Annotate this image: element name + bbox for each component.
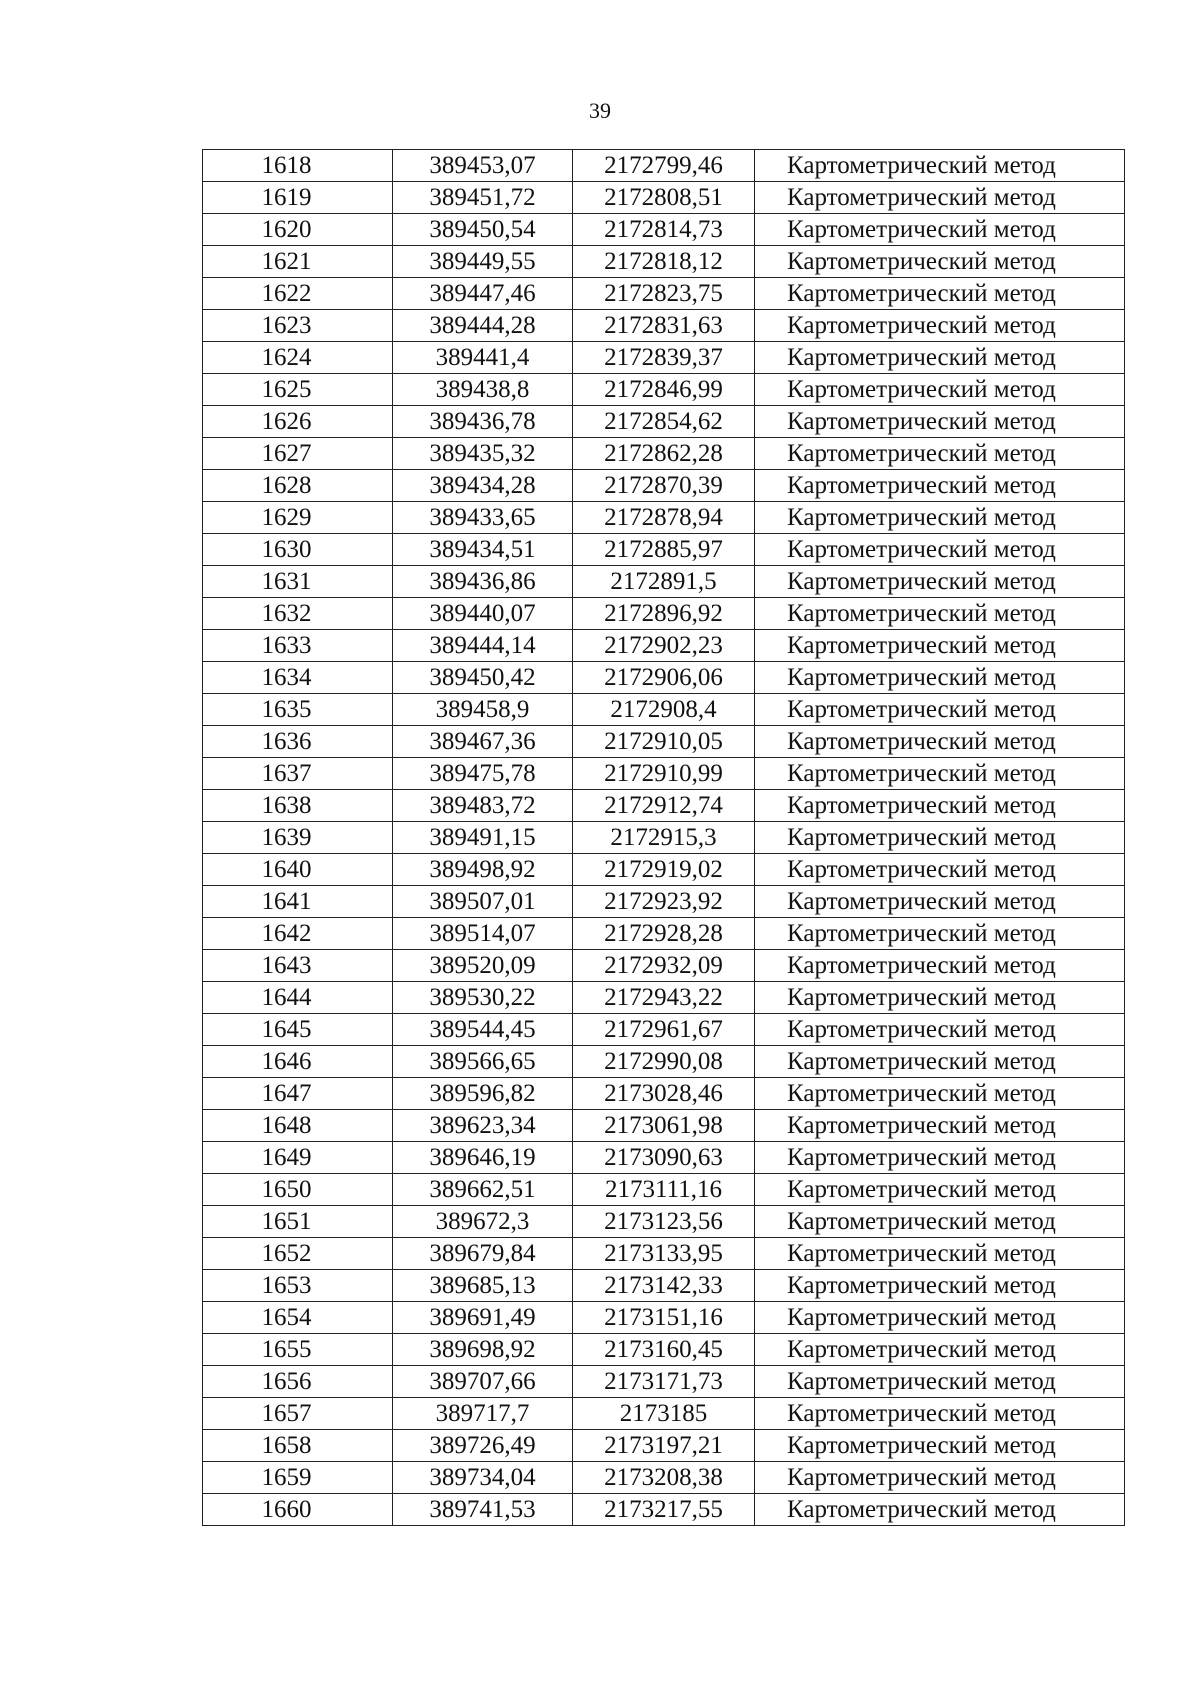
y-coordinate-cell: 2172814,73 xyxy=(573,214,755,246)
x-coordinate-cell: 389475,78 xyxy=(393,758,573,790)
x-coordinate-cell: 389498,92 xyxy=(393,854,573,886)
y-coordinate-cell: 2173061,98 xyxy=(573,1110,755,1142)
y-coordinate-cell: 2172943,22 xyxy=(573,982,755,1014)
table-row xyxy=(203,342,1125,374)
method-cell: Картометрический метод xyxy=(755,694,1125,726)
table-row xyxy=(203,470,1125,502)
point-number-cell: 1638 xyxy=(203,790,393,822)
table-row xyxy=(203,1206,1125,1238)
table-row xyxy=(203,1302,1125,1334)
method-cell: Картометрический метод xyxy=(755,310,1125,342)
table-row xyxy=(203,1078,1125,1110)
y-coordinate-cell: 2172808,51 xyxy=(573,182,755,214)
x-coordinate-cell: 389438,8 xyxy=(393,374,573,406)
y-coordinate-cell: 2172923,92 xyxy=(573,886,755,918)
x-coordinate-cell: 389691,49 xyxy=(393,1302,573,1334)
method-cell: Картометрический метод xyxy=(755,1302,1125,1334)
y-coordinate-cell: 2172831,63 xyxy=(573,310,755,342)
x-coordinate-cell: 389514,07 xyxy=(393,918,573,950)
point-number-cell: 1623 xyxy=(203,310,393,342)
point-number-cell: 1651 xyxy=(203,1206,393,1238)
x-coordinate-cell: 389717,7 xyxy=(393,1398,573,1430)
y-coordinate-cell: 2173111,16 xyxy=(573,1174,755,1206)
x-coordinate-cell: 389453,07 xyxy=(393,150,573,182)
method-cell: Картометрический метод xyxy=(755,982,1125,1014)
point-number-cell: 1658 xyxy=(203,1430,393,1462)
point-number-cell: 1633 xyxy=(203,630,393,662)
point-number-cell: 1644 xyxy=(203,982,393,1014)
point-number-cell: 1632 xyxy=(203,598,393,630)
method-cell: Картометрический метод xyxy=(755,1174,1125,1206)
table-row xyxy=(203,1462,1125,1494)
table-row xyxy=(203,726,1125,758)
table-row xyxy=(203,982,1125,1014)
point-number-cell: 1624 xyxy=(203,342,393,374)
method-cell: Картометрический метод xyxy=(755,1014,1125,1046)
x-coordinate-cell: 389596,82 xyxy=(393,1078,573,1110)
x-coordinate-cell: 389458,9 xyxy=(393,694,573,726)
x-coordinate-cell: 389436,78 xyxy=(393,406,573,438)
method-cell: Картометрический метод xyxy=(755,1494,1125,1526)
method-cell: Картометрический метод xyxy=(755,1334,1125,1366)
y-coordinate-cell: 2172961,67 xyxy=(573,1014,755,1046)
point-number-cell: 1655 xyxy=(203,1334,393,1366)
method-cell: Картометрический метод xyxy=(755,470,1125,502)
point-number-cell: 1622 xyxy=(203,278,393,310)
method-cell: Картометрический метод xyxy=(755,438,1125,470)
x-coordinate-cell: 389734,04 xyxy=(393,1462,573,1494)
method-cell: Картометрический метод xyxy=(755,854,1125,886)
method-cell: Картометрический метод xyxy=(755,534,1125,566)
method-cell: Картометрический метод xyxy=(755,406,1125,438)
table-row xyxy=(203,1430,1125,1462)
table-row xyxy=(203,1110,1125,1142)
table-row xyxy=(203,662,1125,694)
y-coordinate-cell: 2172990,08 xyxy=(573,1046,755,1078)
table-row xyxy=(203,630,1125,662)
point-number-cell: 1650 xyxy=(203,1174,393,1206)
y-coordinate-cell: 2172823,75 xyxy=(573,278,755,310)
method-cell: Картометрический метод xyxy=(755,182,1125,214)
point-number-cell: 1656 xyxy=(203,1366,393,1398)
x-coordinate-cell: 389467,36 xyxy=(393,726,573,758)
point-number-cell: 1641 xyxy=(203,886,393,918)
x-coordinate-cell: 389566,65 xyxy=(393,1046,573,1078)
method-cell: Картометрический метод xyxy=(755,1078,1125,1110)
method-cell: Картометрический метод xyxy=(755,822,1125,854)
x-coordinate-cell: 389444,14 xyxy=(393,630,573,662)
y-coordinate-cell: 2172891,5 xyxy=(573,566,755,598)
point-number-cell: 1649 xyxy=(203,1142,393,1174)
y-coordinate-cell: 2173028,46 xyxy=(573,1078,755,1110)
x-coordinate-cell: 389698,92 xyxy=(393,1334,573,1366)
table-row xyxy=(203,790,1125,822)
table-row xyxy=(203,502,1125,534)
x-coordinate-cell: 389741,53 xyxy=(393,1494,573,1526)
point-number-cell: 1648 xyxy=(203,1110,393,1142)
point-number-cell: 1645 xyxy=(203,1014,393,1046)
point-number-cell: 1636 xyxy=(203,726,393,758)
y-coordinate-cell: 2173217,55 xyxy=(573,1494,755,1526)
method-cell: Картометрический метод xyxy=(755,374,1125,406)
x-coordinate-cell: 389544,45 xyxy=(393,1014,573,1046)
table-row xyxy=(203,182,1125,214)
x-coordinate-cell: 389450,42 xyxy=(393,662,573,694)
y-coordinate-cell: 2172862,28 xyxy=(573,438,755,470)
method-cell: Картометрический метод xyxy=(755,278,1125,310)
point-number-cell: 1654 xyxy=(203,1302,393,1334)
y-coordinate-cell: 2172910,99 xyxy=(573,758,755,790)
y-coordinate-cell: 2172896,92 xyxy=(573,598,755,630)
method-cell: Картометрический метод xyxy=(755,1398,1125,1430)
y-coordinate-cell: 2173090,63 xyxy=(573,1142,755,1174)
x-coordinate-cell: 389433,65 xyxy=(393,502,573,534)
x-coordinate-cell: 389444,28 xyxy=(393,310,573,342)
method-cell: Картометрический метод xyxy=(755,1270,1125,1302)
x-coordinate-cell: 389450,54 xyxy=(393,214,573,246)
y-coordinate-cell: 2172902,23 xyxy=(573,630,755,662)
table-row xyxy=(203,310,1125,342)
point-number-cell: 1631 xyxy=(203,566,393,598)
table-row xyxy=(203,1270,1125,1302)
table-row xyxy=(203,1142,1125,1174)
table-row xyxy=(203,758,1125,790)
table-row xyxy=(203,374,1125,406)
point-number-cell: 1630 xyxy=(203,534,393,566)
point-number-cell: 1653 xyxy=(203,1270,393,1302)
y-coordinate-cell: 2172878,94 xyxy=(573,502,755,534)
point-number-cell: 1626 xyxy=(203,406,393,438)
method-cell: Картометрический метод xyxy=(755,630,1125,662)
x-coordinate-cell: 389434,28 xyxy=(393,470,573,502)
table-row xyxy=(203,214,1125,246)
x-coordinate-cell: 389436,86 xyxy=(393,566,573,598)
point-number-cell: 1640 xyxy=(203,854,393,886)
x-coordinate-cell: 389672,3 xyxy=(393,1206,573,1238)
point-number-cell: 1628 xyxy=(203,470,393,502)
point-number-cell: 1643 xyxy=(203,950,393,982)
x-coordinate-cell: 389441,4 xyxy=(393,342,573,374)
table-row xyxy=(203,566,1125,598)
table-row xyxy=(203,1174,1125,1206)
table-row xyxy=(203,950,1125,982)
point-number-cell: 1625 xyxy=(203,374,393,406)
page-number: 39 xyxy=(589,98,611,123)
table-row xyxy=(203,1494,1125,1526)
point-number-cell: 1621 xyxy=(203,246,393,278)
y-coordinate-cell: 2172818,12 xyxy=(573,246,755,278)
table-body xyxy=(203,150,1125,1526)
method-cell: Картометрический метод xyxy=(755,502,1125,534)
y-coordinate-cell: 2172854,62 xyxy=(573,406,755,438)
method-cell: Картометрический метод xyxy=(755,1366,1125,1398)
point-number-cell: 1660 xyxy=(203,1494,393,1526)
y-coordinate-cell: 2172919,02 xyxy=(573,854,755,886)
y-coordinate-cell: 2172885,97 xyxy=(573,534,755,566)
method-cell: Картометрический метод xyxy=(755,598,1125,630)
y-coordinate-cell: 2172928,28 xyxy=(573,918,755,950)
y-coordinate-cell: 2173151,16 xyxy=(573,1302,755,1334)
method-cell: Картометрический метод xyxy=(755,918,1125,950)
table-row xyxy=(203,1398,1125,1430)
table-row xyxy=(203,886,1125,918)
y-coordinate-cell: 2172915,3 xyxy=(573,822,755,854)
table-row xyxy=(203,406,1125,438)
y-coordinate-cell: 2173185 xyxy=(573,1398,755,1430)
point-number-cell: 1642 xyxy=(203,918,393,950)
x-coordinate-cell: 389623,34 xyxy=(393,1110,573,1142)
x-coordinate-cell: 389646,19 xyxy=(393,1142,573,1174)
y-coordinate-cell: 2172839,37 xyxy=(573,342,755,374)
point-number-cell: 1652 xyxy=(203,1238,393,1270)
point-number-cell: 1657 xyxy=(203,1398,393,1430)
method-cell: Картометрический метод xyxy=(755,790,1125,822)
y-coordinate-cell: 2173160,45 xyxy=(573,1334,755,1366)
method-cell: Картометрический метод xyxy=(755,1110,1125,1142)
table-row xyxy=(203,1334,1125,1366)
method-cell: Картометрический метод xyxy=(755,246,1125,278)
y-coordinate-cell: 2172912,74 xyxy=(573,790,755,822)
y-coordinate-cell: 2172906,06 xyxy=(573,662,755,694)
x-coordinate-cell: 389707,66 xyxy=(393,1366,573,1398)
table-row xyxy=(203,598,1125,630)
y-coordinate-cell: 2173142,33 xyxy=(573,1270,755,1302)
y-coordinate-cell: 2172932,09 xyxy=(573,950,755,982)
x-coordinate-cell: 389451,72 xyxy=(393,182,573,214)
point-number-cell: 1634 xyxy=(203,662,393,694)
method-cell: Картометрический метод xyxy=(755,1206,1125,1238)
coordinates-table xyxy=(202,149,1125,1526)
x-coordinate-cell: 389434,51 xyxy=(393,534,573,566)
method-cell: Картометрический метод xyxy=(755,150,1125,182)
method-cell: Картометрический метод xyxy=(755,1238,1125,1270)
method-cell: Картометрический метод xyxy=(755,758,1125,790)
table-row xyxy=(203,246,1125,278)
table-row xyxy=(203,822,1125,854)
y-coordinate-cell: 2172846,99 xyxy=(573,374,755,406)
y-coordinate-cell: 2172910,05 xyxy=(573,726,755,758)
table-row xyxy=(203,1366,1125,1398)
table-row xyxy=(203,1014,1125,1046)
method-cell: Картометрический метод xyxy=(755,342,1125,374)
y-coordinate-cell: 2173133,95 xyxy=(573,1238,755,1270)
method-cell: Картометрический метод xyxy=(755,662,1125,694)
method-cell: Картометрический метод xyxy=(755,726,1125,758)
table-row xyxy=(203,918,1125,950)
y-coordinate-cell: 2172908,4 xyxy=(573,694,755,726)
point-number-cell: 1629 xyxy=(203,502,393,534)
point-number-cell: 1627 xyxy=(203,438,393,470)
table-row xyxy=(203,278,1125,310)
point-number-cell: 1637 xyxy=(203,758,393,790)
x-coordinate-cell: 389507,01 xyxy=(393,886,573,918)
x-coordinate-cell: 389679,84 xyxy=(393,1238,573,1270)
method-cell: Картометрический метод xyxy=(755,1462,1125,1494)
x-coordinate-cell: 389491,15 xyxy=(393,822,573,854)
x-coordinate-cell: 389447,46 xyxy=(393,278,573,310)
y-coordinate-cell: 2172870,39 xyxy=(573,470,755,502)
y-coordinate-cell: 2173208,38 xyxy=(573,1462,755,1494)
point-number-cell: 1647 xyxy=(203,1078,393,1110)
x-coordinate-cell: 389483,72 xyxy=(393,790,573,822)
method-cell: Картометрический метод xyxy=(755,1046,1125,1078)
x-coordinate-cell: 389530,22 xyxy=(393,982,573,1014)
x-coordinate-cell: 389662,51 xyxy=(393,1174,573,1206)
y-coordinate-cell: 2172799,46 xyxy=(573,150,755,182)
table-row xyxy=(203,534,1125,566)
point-number-cell: 1659 xyxy=(203,1462,393,1494)
method-cell: Картометрический метод xyxy=(755,886,1125,918)
y-coordinate-cell: 2173197,21 xyxy=(573,1430,755,1462)
x-coordinate-cell: 389435,32 xyxy=(393,438,573,470)
method-cell: Картометрический метод xyxy=(755,1142,1125,1174)
table-row xyxy=(203,854,1125,886)
method-cell: Картометрический метод xyxy=(755,950,1125,982)
table-row xyxy=(203,150,1125,182)
method-cell: Картометрический метод xyxy=(755,214,1125,246)
y-coordinate-cell: 2173123,56 xyxy=(573,1206,755,1238)
point-number-cell: 1618 xyxy=(203,150,393,182)
x-coordinate-cell: 389520,09 xyxy=(393,950,573,982)
point-number-cell: 1646 xyxy=(203,1046,393,1078)
table-row xyxy=(203,1238,1125,1270)
x-coordinate-cell: 389685,13 xyxy=(393,1270,573,1302)
x-coordinate-cell: 389726,49 xyxy=(393,1430,573,1462)
table-row xyxy=(203,438,1125,470)
point-number-cell: 1639 xyxy=(203,822,393,854)
point-number-cell: 1620 xyxy=(203,214,393,246)
y-coordinate-cell: 2173171,73 xyxy=(573,1366,755,1398)
method-cell: Картометрический метод xyxy=(755,1430,1125,1462)
point-number-cell: 1619 xyxy=(203,182,393,214)
method-cell: Картометрический метод xyxy=(755,566,1125,598)
table-row xyxy=(203,694,1125,726)
table-row xyxy=(203,1046,1125,1078)
x-coordinate-cell: 389440,07 xyxy=(393,598,573,630)
x-coordinate-cell: 389449,55 xyxy=(393,246,573,278)
point-number-cell: 1635 xyxy=(203,694,393,726)
